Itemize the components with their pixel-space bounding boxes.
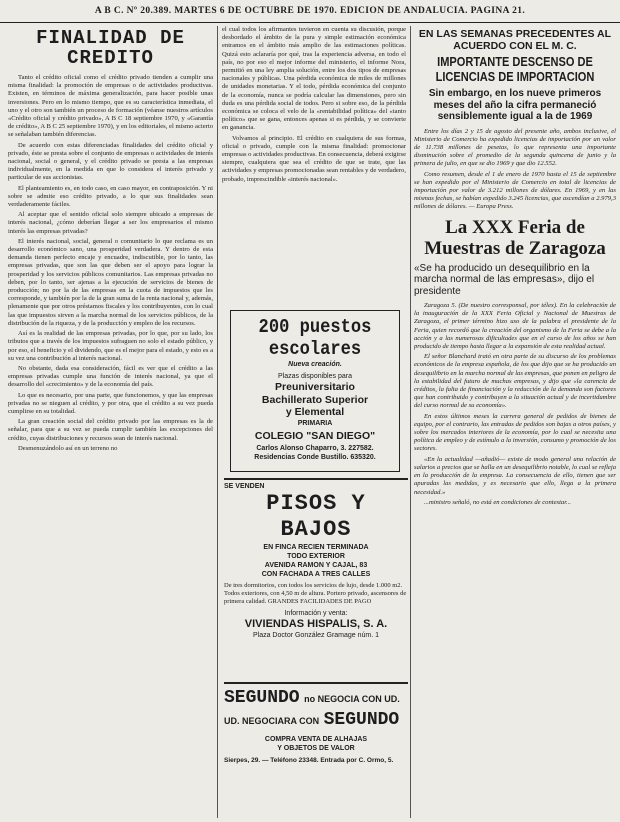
right-column (414, 26, 616, 816)
article-subhead: Sin embargo, en los nueve primeros meses del año la cifra permaneció sensiblemente igual a la de 1969 (428, 88, 602, 122)
ad-line: CON FACHADA A TRES CALLES (261, 571, 371, 578)
paragraph: Entre los días 2 y 15 de agosto del presente año, ambos inclusive, el Ministerio de Comercio ha expedido licencias de importación por un valor de 11.738 millones de pesetas, lo que representa una importante disminución sobre el promedio de la segunda quincena de junio y la primera de julio, en que se dio 1969 y que dio 12.552. (414, 127, 616, 168)
ad-line: COLEGIO "SAN DIEGO" (254, 429, 376, 442)
ad-body: De tres dormitorios, con todos los servicios de lujo, desde 1.000 m2. Todos exteriores, con 4,50 m de altura. Portero privado, ascensores de primera calidad. GRANDES FACILIDADES DE PAGO (224, 582, 407, 605)
ad-word: UD. NEGOCIARA CON (224, 716, 320, 726)
ad-kicker: SE VENDEN (224, 483, 265, 490)
ad-line: AVENIDA RAMON Y CAJAL, 83 (264, 562, 368, 569)
ad-pisos-y-bajos (224, 478, 408, 677)
paragraph: «En la actualidad —añadió— existe de modo general una relación de salarios a precios que se halla en un desequilibrio notable, lo cual se refleja en la producción de la empresa. La consecuencia de ello, tienen que ser apuradas las medidas, y es necesario que ello, llega a la primera necesidad.» (414, 455, 616, 496)
ad-line: y Elemental (285, 406, 345, 418)
column-divider (217, 26, 218, 818)
paragraph: Desmenuzándolo así en un terreno no (18, 444, 118, 452)
ad-subhead: Nueva creación. (288, 361, 342, 368)
paragraph: No obstante, dada esa consideración, fácil es ver que el crédito a las empresas privadas cumple una función de interés nacional, ya que el desarrollo del «crecimiento» y de la economía del país. (8, 364, 213, 389)
paragraph: el cual todos los afirmantes tuvieron en cuenta su discusión, porque desbordado el ámbito de la pura y simple estimación económica entramos en el ámbito más amplio de las estimaciones políticas. Quizá esto aclararía por qué, tras la experiencia adversa, en todo el país, no por eso el mejor informe del ministerio, el informe Nora, permitió en una ley amplia solución, entre los dos tipos de empresas nacionales y públicas. Una pérdida económica de miles de millones de unidades monetarias. Y el todo, pérdida económica del conjunto de la economía, nunca se podría calcular las dimensiones, pero sin duda es una pérdida social de todos. Pero si sobre eso, de la pérdida económica se coloca el velo de la «rentabilidad política» del «tanto político» que se gana, entonces apenas si es pérdida, y se convierte en ganancia. (222, 26, 406, 132)
ad-company: VIVIENDAS HISPALIS, S. A. (244, 618, 388, 630)
ad-line: COMPRA VENTA DE ALHAJAS (264, 736, 368, 743)
ad-segundo (224, 682, 408, 820)
article-finalidad-de-credito (8, 26, 213, 816)
paragraph: Así es la realidad de las empresas privadas, por lo que, por su lado, los tributos que a través de los impuestos sufraguen no solo el estado público, y por eso, el beneficio y el dividendo, que es el mejor para el estado, y esto es a su vez una contribución al interés nacional. (8, 330, 213, 362)
paragraph: En estos últimos meses la carrera general de pedidos de bienes de equipo, por el contrario, las entradas de pedidos son bajas a otros países, y sobre los mercados interiores de la economía, por lo cual se necesita una política de empleo y de estímulo a la inversión, consumo y promoción de los sectores. (414, 412, 616, 453)
ad-colegio-san-diego (230, 310, 400, 472)
article-headline: IMPORTANTE DESCENSO DE LICENCIAS DE IMPORTACION (435, 54, 595, 84)
ad-line: Preuniversitario (275, 381, 355, 393)
ad-line: Carlos Alonso Chaparro, 3. 227582. (256, 445, 374, 452)
paragraph: De acuerdo con estas diferenciadas finalidades del crédito oficial y privado, éste se presta sobre el conjunto de empresas o actividades de interés nacional, social o general, y el crédito privado se presta a las empresas individualmente, en la medida en que lo considera el interés privado y particular de sus accionistas. (8, 141, 213, 182)
ad-line: Información y venta: (284, 610, 348, 617)
paragraph: El interés nacional, social, general o comunitario lo que reclama es un desarrollo económico sano, una prosperidad verdadera. Y dentro de esta demanda tienen perfecto encaje y encuadre, indiscutible, por lo tanto, las empresas privadas, que son las que deben ser el apoyo para lograr la prosperidad y los servicios públicos comunitarios. Las empresas privadas no deben, por lo tanto, ser ajenas a la ejecución de servicios de bienes de producción; no por la de las empresas en la cuota de impuestos que les corresponde, y también por la de la gran suma de la renta nacional y, además, plenamente que por otros préstamos fiscales y los contribuyentes, con lo cual las que impuestos sirven a la marcha normal de los servicios públicos, de la distribución de la riqueza, y de la producción y empleo de los recursos. (8, 237, 213, 327)
ad-line: Bachillerato Superior (261, 393, 369, 406)
running-header (0, 0, 620, 23)
ad-line: Plazas disponibles para (278, 373, 352, 380)
ad-word: SEGUNDO (224, 688, 300, 708)
article-headline: La XXX Feria de Muestras de Zaragoza (424, 216, 606, 259)
ad-word: SEGUNDO (323, 710, 400, 730)
ad-line: EN FINCA RECIEN TERMINADA (263, 544, 369, 551)
ad-line: Y OBJETOS DE VALOR (277, 745, 355, 752)
ad-line: Sierpes, 29. — Teléfono 23348. Entrada por C. Ormo, 5. (224, 757, 394, 764)
ad-word: no NEGOCIA CON UD. (304, 694, 400, 704)
ad-line: Residencias Conde Bustillo. 635320. (254, 454, 376, 461)
paragraph: Volvamos al principio. El crédito en cualquiera de sus formas, oficial o privado, cumple con la misma finalidad: promocionar empresas o actividades productivas. En consecuencia, deberá exigirse siempre, cualquiera que sea el crédito de que se trate, que las actividades y empresas promocionadas sean rentables y de verdadero, probado, imprescindible «interés nacional». (222, 134, 406, 183)
paragraph: Al aceptar que el sentido oficial solo siempre ubicado a empresas de interés nacional, ¿cómo deberían llegar a ser los empresarios el mismo interés las empresas privadas? (8, 211, 213, 235)
paragraph: Lo que es necesario, por una parte, que funcionemos, y que las empresas privadas no se nieguen al crédito, y por otra, que el crédito a su vez pueda cumplirse en su totalidad. (8, 391, 213, 415)
ad-line: PRIMARIA (297, 419, 333, 427)
paragraph: Como resumen, desde el 1 de enero de 1970 hasta el 15 de septiembre se han expedido por el Ministerio de Comercio en total de licencias de importación por valor de 3.212 millones de dólares. En 1969, y en las mismas fechas, se habían expedido 3.245 licencias, que ascendían a 2.979,3 millones de dólares. — Europa Press. (414, 170, 616, 211)
ad-line: TODO EXTERIOR (287, 553, 345, 560)
running-head-text: A B C. Nº 20.389. MARTES 6 DE OCTUBRE DE 1970. EDICION DE ANDALUCIA. PAGINA 21. (94, 6, 526, 16)
paragraph: Zaragoza 5. (De nuestro corresponsal, por télex). En la celebración de la inauguración de la XXX Feria Oficial y Nacional de Muestras de Zaragoza, el primer término hizo uso de la palabra el presidente de la Feria, quien recordó que la creación del organismo de la Feria se debe a la acción y a las numerosas dificultades que en el curso de los años se han producido de tiempo hasta llegar a la expansión de esta realidad actual. (414, 302, 616, 351)
paragraph: Tanto el crédito oficial como el crédito privado tienden a cumplir una misma finalidad: la promoción de empresas o de actividades productivas. Existen, en términos de máxima generalización, para hacer posible unas inversiones. Pero en lo mismo tiempo, que es su característica inmediata, el uno y el otro son también un proceso de formación (véanse nuestros artículos «Crédito oficial y crédito privado», A B C 18 septiembre 1970, y «Garantía de crédito», A B C 25 septiembre 1970), y en los editoriales, el mismo acierto se señalaban también diferencias. (8, 74, 213, 139)
ad-headline: 200 puestos escolares (258, 316, 372, 360)
ad-headline: PISOS Y BAJOS (266, 491, 366, 542)
column-divider (410, 26, 411, 818)
paragraph: ...ministro señaló, no está en condiciones de contestar... (424, 498, 571, 506)
paragraph: El planteamiento es, en todo caso, en caso mayor, en contraposición. Y ni sobre se admite eso crédito privado, a lo que sus finalidades sean verdaderamente fáciles. (8, 184, 213, 209)
paragraph: La gran creación social del crédito privado por las empresas es la de señalar, para que a su vez se pueda cumplir también las excepciones del crédito, cuyas distribuciones y recursos sean de interés nacional. (8, 418, 213, 442)
article-continuation (222, 26, 406, 326)
article-kicker: EN LAS SEMANAS PRECEDENTES AL ACUERDO CON EL M. C. (418, 28, 612, 52)
article-quote: «Se ha producido un desequilibrio en la marcha normal de las empresas», dijo el presidente (414, 262, 595, 297)
ad-address: Plaza Doctor González Gramage núm. 1 (252, 631, 380, 639)
paragraph: El señor Blanchard trató en otra parte de su discurso de los problemas económicos de la empresa española, de los que dijo que se ha producido un desequilibrio en la marcha normal de las empresas, que ponen en peligro de la estabilidad del futuro de muchas empresas, y dijo que «la carencia de créditos, la falta de financiación y la reducción de la demanda son factores que han contribuido y contribuyen a la situación actual y de incertidumbre del curso normal de su economía». (414, 353, 616, 410)
article-title: FINALIDAD DE CREDITO (36, 27, 185, 69)
